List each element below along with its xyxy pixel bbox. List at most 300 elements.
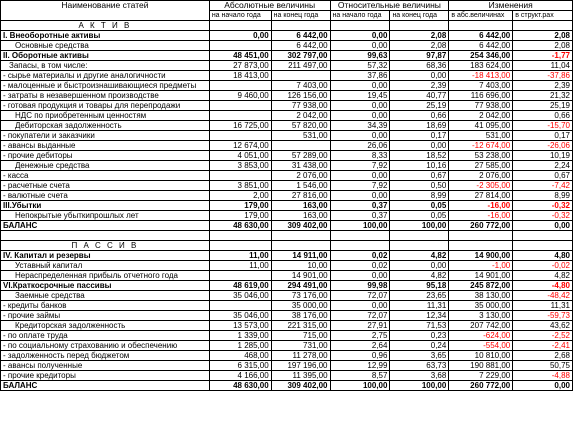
empty-cell [330,21,390,31]
cell-chg-struct: 4,80 [513,251,573,261]
empty-cell [271,241,330,251]
cell-rel-start: 0,00 [330,81,390,91]
cell-chg-struct: 0,00 [513,221,573,231]
cell-abs-start [209,101,271,111]
empty-cell [209,231,271,241]
table-row [1,331,573,341]
cell-chg-struct: -26,06 [513,141,573,151]
table-row [1,211,573,221]
cell-rel-start: 2,64 [330,341,390,351]
cell-chg-struct: 4,82 [513,271,573,281]
cell-chg-struct: -2,52 [513,331,573,341]
cell-rel-start: 72,07 [330,291,390,301]
table-row-total [1,381,573,391]
row-label: Нераспределенная прибыль отчетного года [1,271,210,281]
cell-abs-end: 11 395,00 [271,371,330,381]
cell-rel-start: 0,00 [330,171,390,181]
cell-abs-start: 11,00 [209,261,271,271]
cell-chg-abs: 7 403,00 [449,81,513,91]
empty-cell [271,231,330,241]
cell-abs-start: 35 046,00 [209,311,271,321]
cell-rel-end: 2,08 [390,41,449,51]
cell-rel-end: 0,05 [390,211,449,221]
cell-chg-struct: -2,41 [513,341,573,351]
row-label: - по оплате труда [1,331,210,341]
table-row-total [1,31,573,41]
empty-cell [449,231,513,241]
cell-rel-end: 23,65 [390,291,449,301]
row-label: Запасы, в том числе: [1,61,210,71]
cell-abs-end: 38 176,00 [271,311,330,321]
table-body [1,21,573,391]
cell-chg-abs: -1,00 [449,261,513,271]
cell-abs-start: 12 674,00 [209,141,271,151]
table-row [1,111,573,121]
table-row [1,311,573,321]
row-label: - задолженность перед бюджетом [1,351,210,361]
table-row [1,181,573,191]
cell-rel-end: 0,24 [390,341,449,351]
cell-chg-struct: 11,04 [513,61,573,71]
cell-chg-abs: 27 585,00 [449,161,513,171]
cell-rel-start: 0,02 [330,261,390,271]
cell-abs-end: 1 546,00 [271,181,330,191]
cell-rel-end: 68,36 [390,61,449,71]
cell-rel-end: 2,08 [390,31,449,41]
cell-rel-end: 3,68 [390,371,449,381]
cell-abs-start: 9 460,00 [209,91,271,101]
cell-chg-struct: 8,99 [513,191,573,201]
row-label: - прочие кредиторы [1,371,210,381]
cell-chg-struct: 10,19 [513,151,573,161]
row-label: - авансы выданные [1,141,210,151]
cell-chg-abs: 531,00 [449,131,513,141]
row-label: - затраты в незавершенном производстве [1,91,210,101]
cell-rel-end: 0,00 [390,261,449,271]
row-label: Денежные средства [1,161,210,171]
cell-abs-end: 6 442,00 [271,41,330,51]
cell-chg-abs: 260 772,00 [449,381,513,391]
cell-chg-abs: 116 696,00 [449,91,513,101]
header-relative-values: Относительные величины [330,1,449,11]
empty-cell [513,231,573,241]
cell-rel-start: 0,00 [330,271,390,281]
row-label: - готовая продукция и товары для перепродажи [1,101,210,111]
cell-abs-end: 14 911,00 [271,251,330,261]
spacer-row [1,231,573,241]
row-label: Заемные средства [1,291,210,301]
table-row [1,141,573,151]
cell-rel-start: 34,39 [330,121,390,131]
cell-abs-end: 35 000,00 [271,301,330,311]
row-label: - покупатели и заказчики [1,131,210,141]
subheader-chg-struct: в структ.рах [513,11,573,21]
cell-chg-struct: 25,19 [513,101,573,111]
cell-rel-end: 0,05 [390,201,449,211]
subheader-rel-end: на конец года [390,11,449,21]
empty-cell [390,241,449,251]
table-row-total [1,221,573,231]
row-label: - по социальному страхованию и обеспечению [1,341,210,351]
subheader-chg-abs: в абс.величинах [449,11,513,21]
table-row [1,191,573,201]
cell-abs-start [209,81,271,91]
cell-abs-start: 3 853,00 [209,161,271,171]
table-row [1,321,573,331]
cell-abs-end: 57 289,00 [271,151,330,161]
cell-rel-end: 0,17 [390,131,449,141]
cell-chg-abs: 190 881,00 [449,361,513,371]
cell-rel-start: 0,00 [330,41,390,51]
cell-abs-end: 11 278,00 [271,351,330,361]
row-label: II. Оборотные активы [1,51,210,61]
cell-rel-end: 4,82 [390,271,449,281]
row-label: III.Убытки [1,201,210,211]
cell-abs-start [209,111,271,121]
cell-chg-struct: -15,70 [513,121,573,131]
cell-chg-abs: -12 674,00 [449,141,513,151]
subheader-rel-start: на начало года [330,11,390,21]
cell-rel-end: 40,77 [390,91,449,101]
table-row [1,371,573,381]
cell-abs-end: 211 497,00 [271,61,330,71]
row-label: - валютные счета [1,191,210,201]
cell-abs-start: 13 573,00 [209,321,271,331]
row-label: - сырье материалы и другие аналогичности [1,71,210,81]
cell-abs-start: 11,00 [209,251,271,261]
cell-chg-abs: 260 772,00 [449,221,513,231]
cell-rel-start: 0,37 [330,201,390,211]
cell-abs-end: 163,00 [271,201,330,211]
cell-chg-struct: -59,73 [513,311,573,321]
cell-abs-end: 77 938,00 [271,101,330,111]
cell-abs-end: 14 901,00 [271,271,330,281]
row-label: - авансы полученные [1,361,210,371]
cell-rel-start: 0,00 [330,301,390,311]
cell-rel-start: 12,99 [330,361,390,371]
row-label: Непокрытые убыткипрошлых лет [1,211,210,221]
cell-abs-end: 309 402,00 [271,221,330,231]
cell-rel-end: 100,00 [390,381,449,391]
header-absolute-values: Абсолютные величины [209,1,330,11]
cell-chg-abs: 27 814,00 [449,191,513,201]
cell-abs-end: 57 820,00 [271,121,330,131]
empty-cell [449,21,513,31]
cell-chg-struct: 2,68 [513,351,573,361]
cell-abs-start [209,41,271,51]
cell-rel-start: 7,92 [330,161,390,171]
empty-cell [390,231,449,241]
cell-chg-struct: -4,88 [513,371,573,381]
cell-rel-start: 0,37 [330,211,390,221]
cell-rel-start: 7,92 [330,181,390,191]
empty-cell [271,21,330,31]
cell-rel-start: 8,33 [330,151,390,161]
cell-abs-start: 27 873,00 [209,61,271,71]
cell-rel-end: 18,69 [390,121,449,131]
cell-rel-end: 18,52 [390,151,449,161]
cell-abs-start: 2,00 [209,191,271,201]
section-title: А К Т И В [1,21,210,31]
cell-rel-start: 99,98 [330,281,390,291]
cell-rel-end: 100,00 [390,221,449,231]
empty-cell [209,21,271,31]
table-row [1,121,573,131]
cell-rel-start: 37,86 [330,71,390,81]
table-row [1,361,573,371]
row-label: VI.Краткосрочные пассивы [1,281,210,291]
cell-rel-end: 95,18 [390,281,449,291]
cell-abs-start: 1 339,00 [209,331,271,341]
cell-rel-start: 99,63 [330,51,390,61]
cell-rel-start: 0,96 [330,351,390,361]
cell-abs-start: 48 451,00 [209,51,271,61]
cell-abs-end: 31 438,00 [271,161,330,171]
cell-abs-start: 4 051,00 [209,151,271,161]
cell-abs-end: 715,00 [271,331,330,341]
cell-abs-end: 6 442,00 [271,31,330,41]
table-row [1,131,573,141]
table-row [1,261,573,271]
cell-chg-abs: 38 130,00 [449,291,513,301]
cell-chg-abs: 6 442,00 [449,41,513,51]
row-label: Уставный капитал [1,261,210,271]
subheader-abs-end: на конец года [271,11,330,21]
cell-chg-struct: -0,32 [513,211,573,221]
cell-abs-start: 6 315,00 [209,361,271,371]
cell-chg-abs: 7 229,00 [449,371,513,381]
cell-chg-struct: 50,75 [513,361,573,371]
cell-chg-abs: 3 130,00 [449,311,513,321]
cell-abs-end: 197 196,00 [271,361,330,371]
cell-rel-end: 63,73 [390,361,449,371]
cell-chg-abs: 53 238,00 [449,151,513,161]
cell-rel-end: 2,39 [390,81,449,91]
row-label: Основные средства [1,41,210,51]
cell-abs-end: 7 403,00 [271,81,330,91]
cell-rel-end: 0,50 [390,181,449,191]
table-row-total [1,281,573,291]
cell-rel-end: 11,31 [390,301,449,311]
cell-rel-end: 71,53 [390,321,449,331]
row-label: I. Внеоборотные активы [1,31,210,41]
cell-chg-struct: 0,66 [513,111,573,121]
table-row [1,301,573,311]
cell-rel-end: 4,82 [390,251,449,261]
table-row [1,161,573,171]
cell-abs-end: 294 491,00 [271,281,330,291]
cell-abs-start: 35 046,00 [209,291,271,301]
cell-rel-end: 12,34 [390,311,449,321]
cell-rel-end: 10,16 [390,161,449,171]
cell-chg-struct: -37,86 [513,71,573,81]
cell-rel-end: 0,00 [390,141,449,151]
row-label: Дебиторская задолженность [1,121,210,131]
cell-abs-end [271,141,330,151]
cell-rel-start: 100,00 [330,221,390,231]
header-item-name: Наименование статей [1,1,210,21]
cell-abs-end: 73 176,00 [271,291,330,301]
cell-chg-struct: 11,31 [513,301,573,311]
cell-abs-start: 18 413,00 [209,71,271,81]
cell-rel-start: 0,00 [330,101,390,111]
cell-chg-abs: -2 305,00 [449,181,513,191]
table-row [1,41,573,51]
empty-cell [1,231,210,241]
cell-abs-start: 48 630,00 [209,381,271,391]
cell-rel-start: 57,32 [330,61,390,71]
cell-chg-struct: 0,00 [513,381,573,391]
cell-chg-abs: 14 901,00 [449,271,513,281]
row-label: - прочие займы [1,311,210,321]
cell-abs-end: 2 076,00 [271,171,330,181]
cell-rel-end: 0,23 [390,331,449,341]
table-row [1,91,573,101]
cell-chg-struct: 21,32 [513,91,573,101]
table-row-total [1,201,573,211]
row-label: НДС по приобретенным ценностям [1,111,210,121]
cell-chg-abs: -16,00 [449,211,513,221]
table-row-total [1,251,573,261]
cell-abs-start [209,301,271,311]
section-header-row [1,241,573,251]
cell-abs-end: 531,00 [271,131,330,141]
cell-rel-end: 0,66 [390,111,449,121]
cell-rel-start: 19,45 [330,91,390,101]
table-row [1,271,573,281]
cell-abs-end: 10,00 [271,261,330,271]
cell-chg-abs: 245 872,00 [449,281,513,291]
cell-chg-abs: -554,00 [449,341,513,351]
cell-rel-end: 0,67 [390,171,449,181]
subheader-abs-start: на начало года [209,11,271,21]
cell-abs-start: 0,00 [209,31,271,41]
cell-chg-struct: -48,42 [513,291,573,301]
cell-chg-struct: 43,62 [513,321,573,331]
cell-abs-start [209,131,271,141]
cell-chg-struct: 2,08 [513,31,573,41]
header-changes: Изменения [449,1,573,11]
cell-chg-abs: -16,00 [449,201,513,211]
empty-cell [330,241,390,251]
header-row [1,1,573,11]
cell-chg-abs: 35 000,00 [449,301,513,311]
table-row [1,71,573,81]
cell-abs-end: 731,00 [271,341,330,351]
cell-abs-end: 163,00 [271,211,330,221]
row-label: - расчетные счета [1,181,210,191]
cell-rel-start: 0,00 [330,191,390,201]
cell-rel-start: 0,00 [330,31,390,41]
cell-abs-start: 48 630,00 [209,221,271,231]
cell-abs-start: 3 851,00 [209,181,271,191]
cell-rel-end: 97,87 [390,51,449,61]
cell-chg-struct: 0,67 [513,171,573,181]
row-label: - касса [1,171,210,181]
cell-abs-start: 1 285,00 [209,341,271,351]
cell-abs-start: 179,00 [209,211,271,221]
empty-cell [209,241,271,251]
cell-rel-start: 2,75 [330,331,390,341]
empty-cell [390,21,449,31]
cell-rel-start: 0,00 [330,131,390,141]
cell-rel-end: 8,99 [390,191,449,201]
section-header-row [1,21,573,31]
cell-rel-start: 26,06 [330,141,390,151]
table-row [1,61,573,71]
table-row [1,101,573,111]
cell-abs-start [209,171,271,181]
cell-chg-struct: 2,39 [513,81,573,91]
cell-chg-abs: 183 624,00 [449,61,513,71]
cell-rel-start: 100,00 [330,381,390,391]
cell-chg-struct: -0,32 [513,201,573,211]
cell-rel-start: 0,00 [330,111,390,121]
cell-rel-start: 0,02 [330,251,390,261]
table-row [1,171,573,181]
cell-rel-start: 72,07 [330,311,390,321]
cell-chg-struct: -7,42 [513,181,573,191]
table-row [1,291,573,301]
cell-chg-abs: 6 442,00 [449,31,513,41]
row-label: БАЛАНС [1,221,210,231]
cell-chg-abs: 77 938,00 [449,101,513,111]
cell-chg-abs: 41 095,00 [449,121,513,131]
cell-chg-abs: 2 042,00 [449,111,513,121]
cell-chg-struct: 2,08 [513,41,573,51]
cell-abs-end: 302 797,00 [271,51,330,61]
cell-chg-struct: -1,77 [513,51,573,61]
cell-abs-end: 309 402,00 [271,381,330,391]
table-row [1,81,573,91]
section-title: П А С С И В [1,241,210,251]
cell-abs-end: 27 816,00 [271,191,330,201]
cell-chg-struct: -4,80 [513,281,573,291]
cell-chg-abs: 207 742,00 [449,321,513,331]
cell-rel-start: 27,91 [330,321,390,331]
cell-chg-struct: -0,02 [513,261,573,271]
cell-abs-start [209,271,271,281]
empty-cell [513,21,573,31]
cell-rel-end: 3,65 [390,351,449,361]
cell-abs-start: 179,00 [209,201,271,211]
row-label: IV. Капитал и резервы [1,251,210,261]
table-row [1,351,573,361]
table-row [1,151,573,161]
table-row-total [1,51,573,61]
cell-chg-struct: 0,17 [513,131,573,141]
cell-chg-abs: -18 413,00 [449,71,513,81]
cell-chg-struct: 2,24 [513,161,573,171]
cell-chg-abs: 10 810,00 [449,351,513,361]
row-label: БАЛАНС [1,381,210,391]
cell-rel-end: 25,19 [390,101,449,111]
empty-cell [330,231,390,241]
cell-abs-end: 221 315,00 [271,321,330,331]
empty-cell [449,241,513,251]
cell-chg-abs: 14 900,00 [449,251,513,261]
cell-rel-start: 8,57 [330,371,390,381]
row-label: - малоценные и быстроизнашивающиеся предметы [1,81,210,91]
cell-rel-end: 0,00 [390,71,449,81]
cell-abs-start: 468,00 [209,351,271,361]
cell-abs-end [271,71,330,81]
cell-abs-end: 126 156,00 [271,91,330,101]
empty-cell [513,241,573,251]
cell-abs-start: 48 619,00 [209,281,271,291]
cell-chg-abs: -624,00 [449,331,513,341]
row-label: Кредиторская задолженность [1,321,210,331]
